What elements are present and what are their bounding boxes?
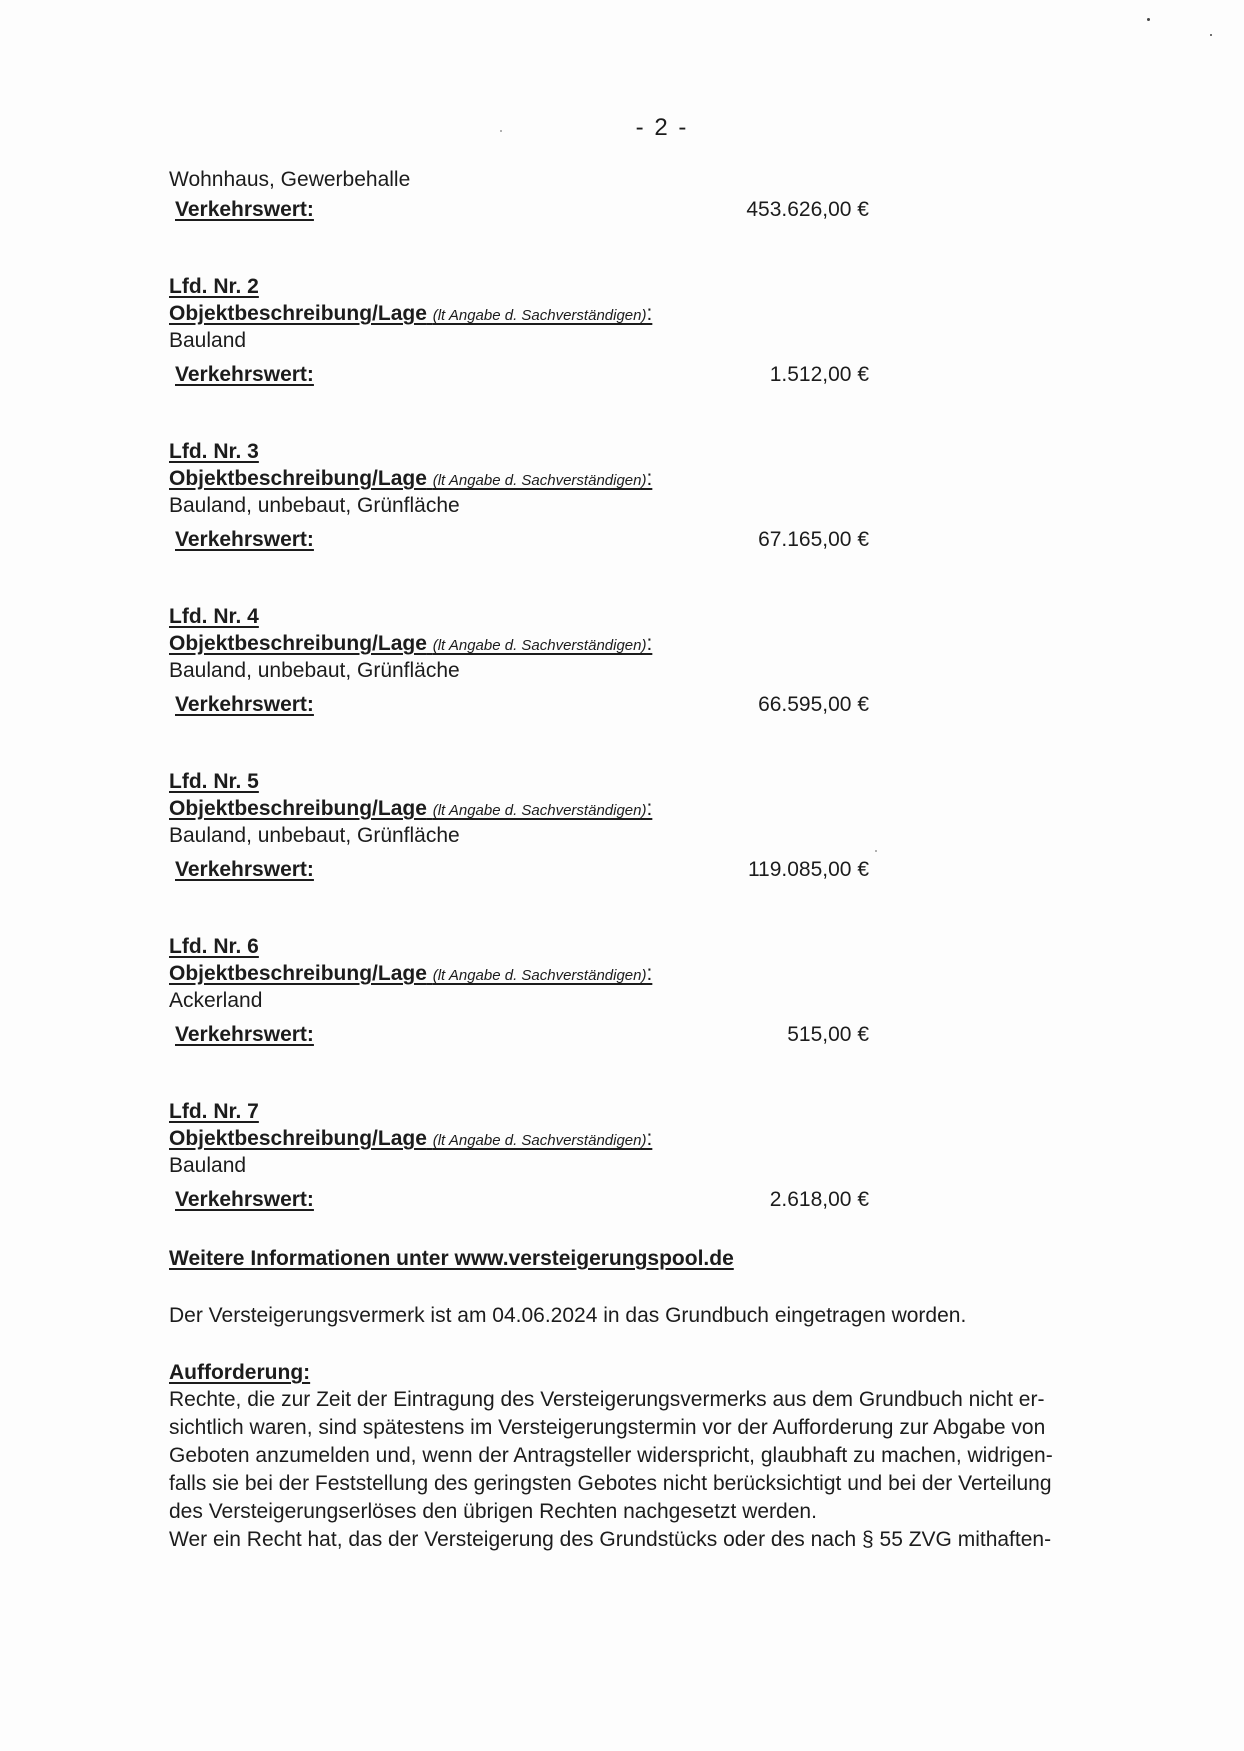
object-number-heading: Lfd. Nr. 2	[169, 275, 259, 298]
object-note: (lt Angabe d. Sachverständigen)	[432, 967, 647, 984]
paragraph-line: sichtlich waren, sind spätestens im Versteigerungstermin vor der Aufforderung zur Abgabe von	[169, 1416, 1046, 1439]
market-value: 2.618,00 €	[769, 1188, 869, 1211]
market-value-label: Verkehrswert:	[175, 1188, 314, 1211]
market-value-row	[169, 690, 1099, 720]
register-note: Der Versteigerungsvermerk ist am 04.06.2024 in das Grundbuch eingetragen worden.	[169, 1304, 967, 1327]
object-description: Bauland, unbebaut, Grünfläche	[169, 659, 460, 682]
market-value: 119.085,00 €	[747, 858, 869, 881]
object-entry-2	[169, 273, 1099, 390]
object-description: Bauland	[169, 329, 247, 352]
object-label: Objektbeschreibung/Lage	[169, 632, 427, 655]
market-value: 1.512,00 €	[769, 363, 869, 386]
object-colon: :	[646, 962, 653, 985]
object-description-label	[169, 630, 1099, 657]
market-value-row	[169, 1185, 1099, 1215]
object-label: Objektbeschreibung/Lage	[169, 962, 427, 985]
market-value-row	[169, 855, 1099, 885]
object-label: Objektbeschreibung/Lage	[169, 302, 427, 325]
scan-speck	[1210, 34, 1212, 36]
object-label: Objektbeschreibung/Lage	[169, 797, 427, 820]
market-value-row	[169, 360, 1099, 390]
object-entry-1	[169, 166, 1099, 225]
object-description: Bauland	[169, 1154, 247, 1177]
object-note: (lt Angabe d. Sachverständigen)	[432, 637, 647, 654]
object-number-heading: Lfd. Nr. 5	[169, 770, 259, 793]
market-value: 66.595,00 €	[758, 693, 869, 716]
object-number-heading: Lfd. Nr. 3	[169, 440, 259, 463]
market-value-label: Verkehrswert:	[175, 858, 314, 881]
object-description-label	[169, 960, 1099, 987]
object-label: Objektbeschreibung/Lage	[169, 467, 427, 490]
page-number: - 2 -	[635, 114, 689, 141]
market-value-label: Verkehrswert:	[175, 528, 314, 551]
document-body	[169, 166, 1099, 1554]
market-value-row	[169, 195, 1099, 225]
scan-speck	[1147, 18, 1150, 21]
object-description: Wohnhaus, Gewerbehalle	[169, 168, 411, 191]
object-description-label	[169, 465, 1099, 492]
object-entry-5	[169, 768, 1099, 885]
paragraph-line: falls sie bei der Feststellung des geringsten Gebotes nicht berücksichtigt und bei der Verteilung	[169, 1472, 1052, 1495]
object-entry-3	[169, 438, 1099, 555]
object-entry-4	[169, 603, 1099, 720]
object-number-heading: Lfd. Nr. 4	[169, 605, 259, 628]
request-section	[169, 1359, 1099, 1554]
object-note: (lt Angabe d. Sachverständigen)	[432, 802, 647, 819]
market-value-label: Verkehrswert:	[175, 693, 314, 716]
market-value: 453.626,00 €	[746, 198, 869, 221]
object-description-label	[169, 795, 1099, 822]
object-description-label	[169, 1125, 1099, 1152]
market-value-label: Verkehrswert:	[175, 363, 314, 386]
object-note: (lt Angabe d. Sachverständigen)	[432, 1132, 647, 1149]
object-description: Bauland, unbebaut, Grünfläche	[169, 824, 460, 847]
object-colon: :	[646, 632, 653, 655]
paragraph-line: des Versteigerungserlöses den übrigen Rechten nachgesetzt werden.	[169, 1500, 817, 1523]
paragraph-line: Geboten anzumelden und, wenn der Antragsteller widerspricht, glaubhaft zu machen, widrigen-	[169, 1444, 1053, 1467]
market-value-row	[169, 525, 1099, 555]
market-value: 515,00 €	[787, 1023, 869, 1046]
object-colon: :	[646, 1127, 653, 1150]
object-entry-6	[169, 933, 1099, 1050]
market-value: 67.165,00 €	[758, 528, 869, 551]
object-description-label	[169, 300, 1099, 327]
market-value-row	[169, 1020, 1099, 1050]
market-value-label: Verkehrswert:	[175, 1023, 314, 1046]
scan-speck	[500, 130, 502, 132]
object-note: (lt Angabe d. Sachverständigen)	[432, 472, 647, 489]
paragraph-line: Rechte, die zur Zeit der Eintragung des Versteigerungsvermerks aus dem Grundbuch nicht er-	[169, 1388, 1045, 1411]
object-colon: :	[646, 797, 653, 820]
more-info-link: Weitere Informationen unter www.versteigerungspool.de	[169, 1247, 734, 1270]
object-entry-7	[169, 1098, 1099, 1215]
object-label: Objektbeschreibung/Lage	[169, 1127, 427, 1150]
scan-speck	[875, 850, 877, 852]
request-paragraph	[169, 1386, 1099, 1554]
object-description: Bauland, unbebaut, Grünfläche	[169, 494, 460, 517]
object-note: (lt Angabe d. Sachverständigen)	[432, 307, 647, 324]
object-colon: :	[646, 302, 653, 325]
object-number-heading: Lfd. Nr. 7	[169, 1100, 259, 1123]
paragraph-line: Wer ein Recht hat, das der Versteigerung des Grundstücks oder des nach § 55 ZVG mithaften-	[169, 1528, 1052, 1551]
object-colon: :	[646, 467, 653, 490]
object-number-heading: Lfd. Nr. 6	[169, 935, 259, 958]
market-value-label: Verkehrswert:	[175, 198, 314, 221]
object-description: Ackerland	[169, 989, 263, 1012]
request-heading: Aufforderung:	[169, 1361, 311, 1384]
